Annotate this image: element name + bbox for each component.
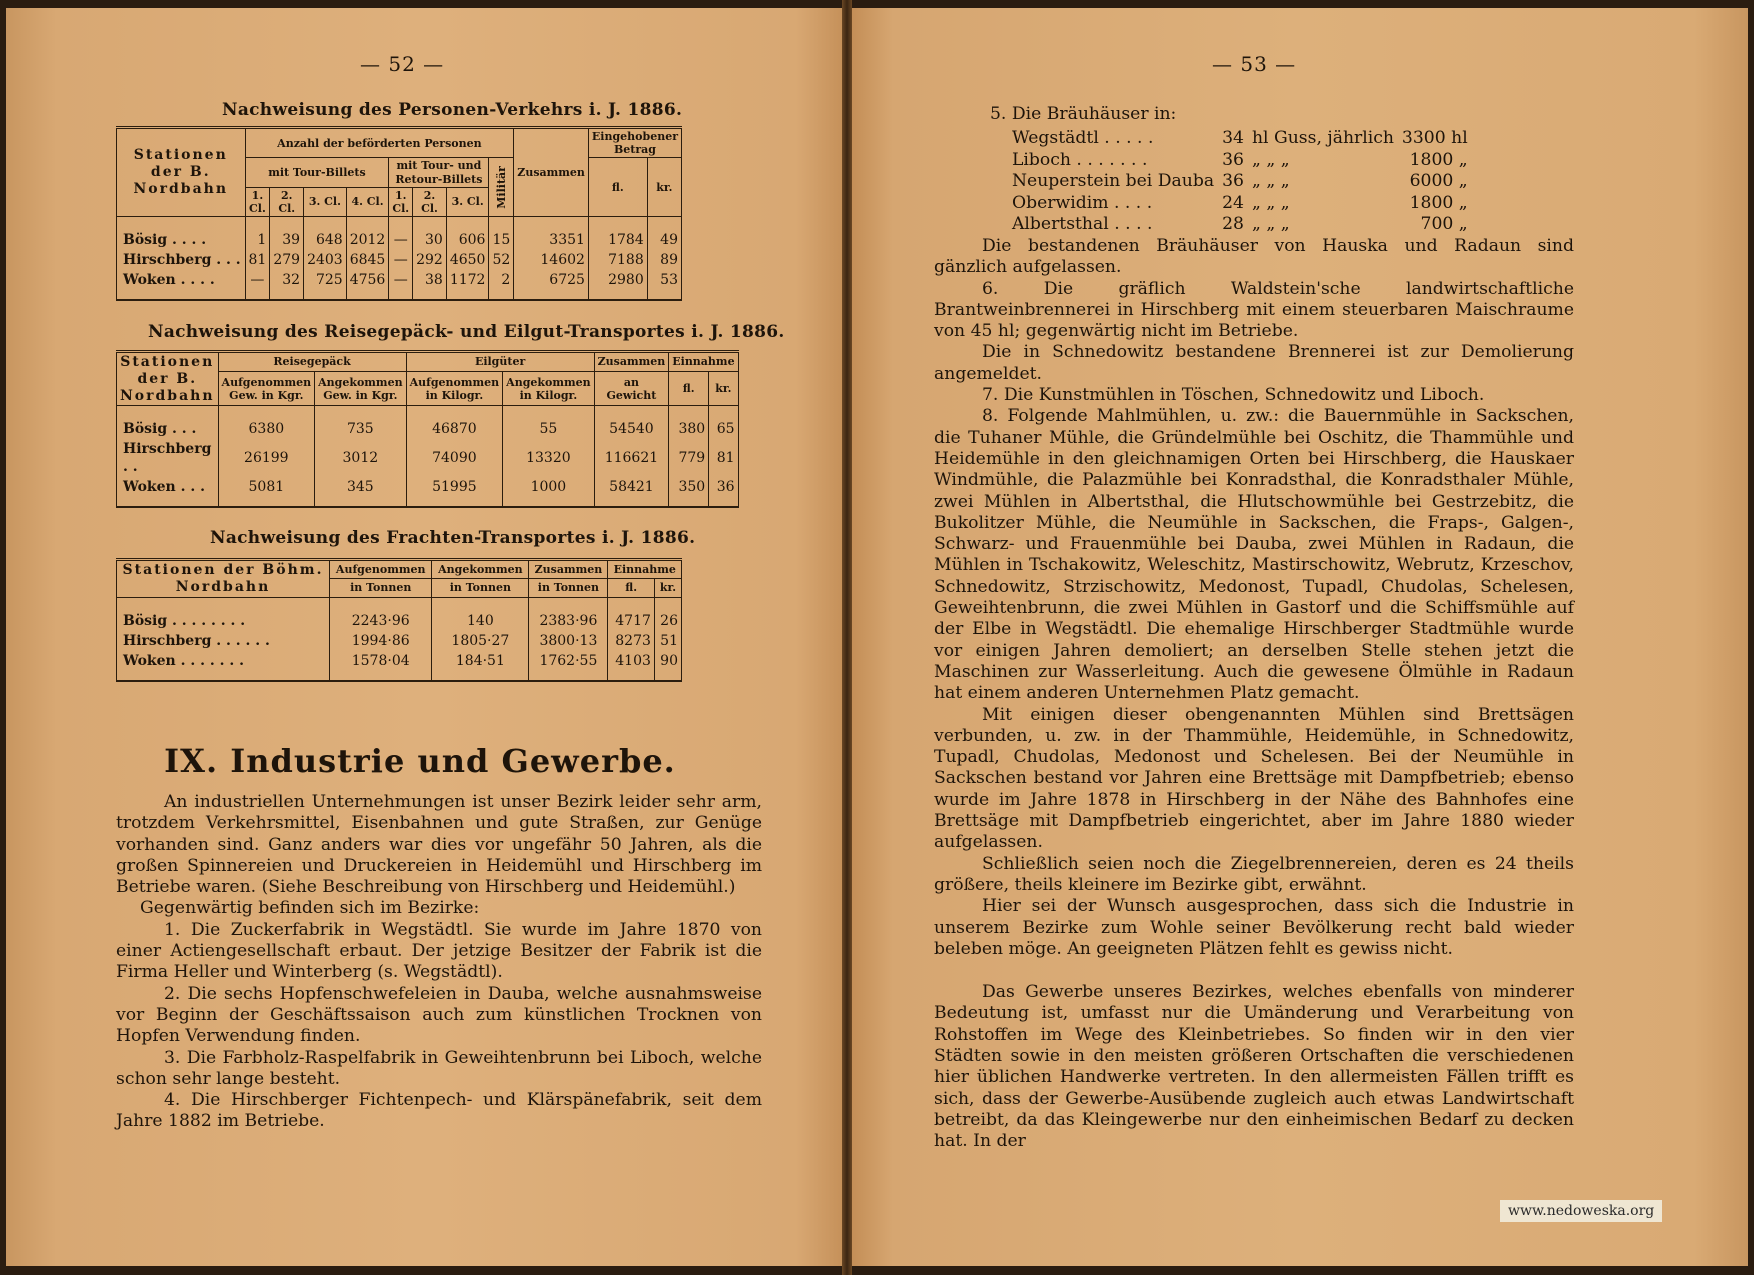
col-header-unit: in Tonnen: [330, 579, 432, 597]
paragraph: 3. Die Farbholz-Raspelfabrik in Geweihtenbrunn bei Liboch, welche schon sehr lange besteht.: [116, 1047, 762, 1089]
cell: 54540: [594, 406, 669, 440]
col-header-fl: fl.: [588, 158, 647, 217]
cell: 7188: [588, 250, 647, 270]
col-header-class: 4. Cl.: [346, 187, 389, 216]
cell: 4650: [446, 250, 489, 270]
col-header-class: 1. Cl.: [389, 187, 413, 216]
col-header-stations: Stationen der B. Nordbahn: [117, 352, 219, 406]
station-cell: Bösig . . . . . . . .: [117, 597, 330, 631]
cell: 13320: [503, 439, 594, 477]
paragraph: Mit einigen dieser obengenannten Mühlen sind Brettsägen verbunden, u. zw. in der Thammühle, Heidemühle, in Schnedowitz, Tupadl, Chudolas, Medonost und Schelesen. Bei der Neumühle in Sackschen bestand vor Jahren eine Brettsäge mit Dampfbetrieb; ebenso wurde im Jahre 1878 in Hirschberg in der Nähe des Bahnhofes eine Brettsäge mit Dampfbetrieb eingerichtet, aber im Jahre 1880 wieder aufgelassen.: [934, 704, 1574, 853]
table3-caption: Nachweisung des Frachten-Transportes i. J. 1886.: [210, 528, 696, 548]
cell: 6000 „: [1409, 171, 1468, 191]
col-header-stations: Stationen der B. Nordbahn: [117, 128, 246, 217]
section-heading: IX. Industrie und Gewerbe.: [164, 742, 676, 780]
col-header-income: Einnahme: [669, 352, 738, 372]
cell: 15: [489, 217, 514, 251]
paragraph: Schließlich seien noch die Ziegelbrennereien, deren es 24 theils größere, theils kleinere im Bezirke gibt, erwähnt.: [934, 853, 1574, 895]
cell: 2980: [588, 270, 647, 300]
cell: 5081: [218, 477, 315, 507]
col-header-military: Militär: [489, 158, 514, 217]
cell: 34: [1222, 128, 1244, 148]
cell: hl Guss, jährlich: [1251, 128, 1394, 148]
cell: 3300 hl: [1401, 128, 1468, 148]
cell: —: [389, 270, 413, 300]
cell: 3012: [315, 439, 406, 477]
col-header-kr: kr.: [647, 158, 681, 217]
col-header-class: 2. Cl.: [270, 187, 304, 216]
cell: „ „ „: [1251, 192, 1290, 213]
cell: 28: [1222, 214, 1244, 234]
cell: 3351: [514, 217, 589, 251]
cell: 4756: [346, 270, 389, 300]
brewery-name: Wegstädtl . . . . .: [1012, 128, 1154, 148]
table-row: [117, 439, 739, 477]
station-cell: Woken . . .: [117, 477, 219, 507]
table-row: [117, 651, 682, 681]
cell: 55: [503, 406, 594, 440]
cell: 2403: [304, 250, 347, 270]
cell: 116621: [594, 439, 669, 477]
list-item: [1008, 128, 1472, 150]
cell: 292: [413, 250, 447, 270]
station-cell: Hirschberg . .: [117, 439, 219, 477]
cell: 52: [489, 250, 514, 270]
col-header-arrived: Angekommen: [432, 560, 529, 579]
col-header-class: 3. Cl.: [304, 187, 347, 216]
cell: 779: [669, 439, 709, 477]
paragraph: Hier sei der Wunsch ausgesprochen, dass sich die Industrie in unserem Bezirke zum Wohle seiner Bevölkerung recht bald wieder beleben möge. An geeigneten Plätzen fehlt es gewiss nicht.: [934, 896, 1574, 959]
cell: 53: [647, 270, 681, 300]
cell: 1994·86: [330, 631, 432, 651]
list-item: [1008, 193, 1472, 215]
paragraph: 1. Die Zuckerfabrik in Wegstädtl. Sie wurde im Jahre 1870 von einer Actiengesellschaft erbaut. Der jetzige Besitzer der Fabrik ist die Firma Heller und Winterberg (s. Wegstädtl).: [116, 919, 762, 983]
cell: 8273: [608, 631, 654, 651]
cell: 90: [654, 651, 681, 681]
brewery-name: Oberwidim . . . .: [1012, 192, 1153, 213]
col-header-kr: kr.: [709, 372, 738, 406]
col-header-weight: an Gewicht: [594, 372, 669, 406]
cell: 39: [270, 217, 304, 251]
cell: 49: [647, 217, 681, 251]
left-body-text: [116, 792, 762, 1133]
cell: 65: [709, 406, 738, 440]
cell: 1800 „: [1409, 149, 1468, 170]
paragraph: 7. Die Kunstmühlen in Töschen, Schnedowitz und Liboch.: [982, 385, 1485, 406]
cell: 725: [304, 270, 347, 300]
table-row: [117, 477, 739, 507]
cell: 6845: [346, 250, 389, 270]
cell: 735: [315, 406, 406, 440]
cell: 36: [1222, 171, 1244, 191]
paragraph: 6. Die gräflich Waldstein'sche landwirtschaftliche Brantweinbrennerei in Hirschberg mit einem steuerbaren Maischraume von 45 hl; gegenwärtig nicht im Betriebe.: [934, 278, 1574, 342]
cell: 2012: [346, 217, 389, 251]
cell: „ „ „: [1251, 171, 1290, 191]
cell: 89: [647, 250, 681, 270]
paragraph: An industriellen Unternehmungen ist unser Bezirk leider sehr arm, trotzdem Verkehrsmittel, Eisenbahnen und gute Straßen, zur Genüge vorhanden sind. Ganz anders war dies vor ungefähr 50 Jahren, als die großen Spinnereien und Druckereien in Heidemühl und Hirschberg im Betriebe waren. (Siehe Beschreibung von Hirschberg und Heidemühl.): [116, 792, 762, 898]
cell: 32: [270, 270, 304, 300]
cell: 81: [245, 250, 270, 270]
table1-caption: Nachweisung des Personen-Verkehrs i. J. 1886.: [222, 100, 683, 120]
cell: 30: [413, 217, 447, 251]
table-row: [117, 631, 682, 651]
station-cell: Woken . . . . . . .: [117, 651, 330, 681]
cell: 350: [669, 477, 709, 507]
table2-caption: Nachweisung des Reisegepäck- und Eilgut-Transportes i. J. 1886.: [148, 322, 785, 342]
cell: 6380: [218, 406, 315, 440]
cell: 38: [413, 270, 447, 300]
paragraph: Die bestandenen Bräuhäuser von Hauska und Radaun sind gänzlich aufgelassen.: [934, 236, 1574, 278]
cell: 279: [270, 250, 304, 270]
page-number-left: — 52 —: [360, 52, 445, 76]
col-header-received: Aufgenommen in Kilogr.: [406, 372, 503, 406]
col-header-class: 3. Cl.: [446, 187, 489, 216]
cell: 4717: [608, 597, 654, 631]
cell: 2383·96: [529, 597, 608, 631]
col-header-revenue: Eingehobener Betrag: [588, 128, 681, 158]
col-header-fl: fl.: [669, 372, 709, 406]
cell: 700 „: [1420, 214, 1468, 234]
cell: 26199: [218, 439, 315, 477]
cell: 4103: [608, 651, 654, 681]
passenger-traffic-table: [116, 126, 682, 301]
cell: 1578·04: [330, 651, 432, 681]
col-header-arrived: Angekommen Gew. in Kgr.: [315, 372, 406, 406]
watermark-label[interactable]: www.nedoweska.org: [1500, 1200, 1662, 1222]
cell: 74090: [406, 439, 503, 477]
cell: 1000: [503, 477, 594, 507]
right-body-text: [934, 236, 1574, 1152]
station-cell: Woken . . . .: [117, 270, 246, 300]
cell: 2: [489, 270, 514, 300]
cell: 2243·96: [330, 597, 432, 631]
cell: 51995: [406, 477, 503, 507]
brewery-name: Neuperstein bei Dauba: [1012, 171, 1215, 191]
cell: 184·51: [432, 651, 529, 681]
list-item: [1008, 214, 1472, 236]
col-header-total: Zusammen: [594, 352, 669, 372]
cell: 1172: [446, 270, 489, 300]
cell: 1800 „: [1409, 192, 1468, 213]
paragraph: Gegenwärtig befinden sich im Bezirke:: [140, 898, 480, 919]
col-header-tour: mit Tour-Billets: [245, 158, 389, 187]
cell: —: [389, 217, 413, 251]
cell: 36: [709, 477, 738, 507]
brewery-name: Liboch . . . . . . .: [1012, 149, 1148, 170]
brewery-heading: 5. Die Bräuhäuser in:: [990, 104, 1177, 124]
cell: 1: [245, 217, 270, 251]
col-header-unit: in Tonnen: [432, 579, 529, 597]
cell: —: [245, 270, 270, 300]
cell: —: [389, 250, 413, 270]
cell: 1784: [588, 217, 647, 251]
page-number-right: — 53 —: [1212, 52, 1297, 76]
table-row: [117, 406, 739, 440]
col-header-express: Eilgüter: [406, 352, 594, 372]
list-item: [1008, 150, 1472, 172]
station-cell: Hirschberg . . .: [117, 250, 246, 270]
cell: 46870: [406, 406, 503, 440]
cell: 345: [315, 477, 406, 507]
col-header-total: Zusammen: [514, 128, 589, 217]
col-header-arrived: Angekommen in Kilogr.: [503, 372, 594, 406]
col-header-luggage: Reisegepäck: [218, 352, 406, 372]
brewery-name: Albertsthal . . . .: [1012, 214, 1153, 234]
luggage-express-table: [116, 350, 739, 508]
col-header-class: 1. Cl.: [245, 187, 270, 216]
col-header-class: 2. Cl.: [413, 187, 447, 216]
cell: 3800·13: [529, 631, 608, 651]
list-item: [1008, 171, 1472, 193]
col-header-income: Einnahme: [608, 560, 682, 579]
cell: 26: [654, 597, 681, 631]
station-cell: Hirschberg . . . . . .: [117, 631, 330, 651]
paragraph: 4. Die Hirschberger Fichtenpech- und Klärspänefabrik, seit dem Jahre 1882 im Betriebe.: [116, 1090, 762, 1132]
table-row: [117, 217, 682, 251]
col-header-kr: kr.: [654, 579, 681, 597]
cell: 14602: [514, 250, 589, 270]
cell: „ „ „: [1251, 149, 1290, 170]
col-header-stations: Stationen der Böhm. Nordbahn: [117, 560, 330, 598]
cell: 1805·27: [432, 631, 529, 651]
cell: 1762·55: [529, 651, 608, 681]
station-cell: Bösig . . . .: [117, 217, 246, 251]
cell: 51: [654, 631, 681, 651]
col-header-unit: in Tonnen: [529, 579, 608, 597]
freight-table: [116, 558, 682, 682]
paragraph: 2. Die sechs Hopfenschwefeleien in Dauba, welche ausnahmsweise vor Beginn der Geschäftssaison auch zum künstlichen Trocknen von Hopfen Verwendung finden.: [116, 983, 762, 1047]
paragraph: Die in Schnedowitz bestandene Brennerei ist zur Demolierung angemeldet.: [934, 342, 1574, 384]
cell: 58421: [594, 477, 669, 507]
table-row: [117, 250, 682, 270]
paragraph: Das Gewerbe unseres Bezirkes, welches ebenfalls von minderer Bedeutung ist, umfasst nur die Umänderung und Verarbeitung von Rohstoffen im Wege des Kleinbetriebes. So finden wir in den vier Städten sowie in den meisten größeren Ortschaften die verschiedenen hier üblichen Handwerke vertreten. In den allermeisten Fällen trifft es sich, dass der Gewerbe-Ausübende zugleich auch etwas Landwirtschaft betreibt, da das Kleingewerbe nur den einheimischen Bedarf zu decken hat. In der: [934, 982, 1574, 1152]
brewery-list: [1008, 128, 1472, 236]
paragraph: 8. Folgende Mahlmühlen, u. zw.: die Bauernmühle in Sackschen, die Tuhaner Mühle, die Gründelmühle bei Oschitz, die Thammühle und Heidemühle in den gleichnamigen Orten bei Hirschberg, die Hauskaer Windmühle, die Palazmühle bei Konradsthal, die Konradsthaler Mühle, zwei Mühlen in Albertsthal, die Hlutschowmühle bei Gestrzebitz, die Bukolitzer Mühle, die Neumühle in Sackschen, die Fraps-, Galgen-, Schwarz- und Frauenmühle bei Dauba, zwei Mühlen in Radaun, die Mühlen in Tschakowitz, Weleschitz, Mastirschowitz, Webrutz, Krzeschov, Schnedowitz, Strzischowitz, Medonost, Tupadl, Chudolas, Schelesen, Geweihtenbrunn, die zwei Mühlen in Gastorf und die Schiffsmühle auf der Elbe in Wegstädtl. Die ehemalige Hirschberger Stadtmühle wurde vor einigen Jahren demoliert; an derselben Stelle stehen jetzt die Maschinen zur Wasserleitung. Auch die gewesene Ölmühle in Radaun hat einem anderen Unternehmen Platz gemacht.: [934, 406, 1574, 704]
col-header-received: Aufgenommen Gew. in Kgr.: [218, 372, 315, 406]
col-header-received: Aufgenommen: [330, 560, 432, 579]
table-row: [117, 270, 682, 300]
col-header-total: Zusammen: [529, 560, 608, 579]
cell: 6725: [514, 270, 589, 300]
col-header-count: Anzahl der beförderten Personen: [245, 128, 514, 158]
cell: 648: [304, 217, 347, 251]
cell: 140: [432, 597, 529, 631]
cell: 606: [446, 217, 489, 251]
cell: 81: [709, 439, 738, 477]
col-header-retour: mit Tour- und Retour-Billets: [389, 158, 489, 187]
col-header-fl: fl.: [608, 579, 654, 597]
table-row: [117, 597, 682, 631]
book-spine: [842, 0, 852, 1275]
cell: 36: [1222, 149, 1244, 170]
cell: „ „ „: [1251, 214, 1290, 234]
cell: 24: [1222, 192, 1244, 213]
cell: 380: [669, 406, 709, 440]
station-cell: Bösig . . .: [117, 406, 219, 440]
